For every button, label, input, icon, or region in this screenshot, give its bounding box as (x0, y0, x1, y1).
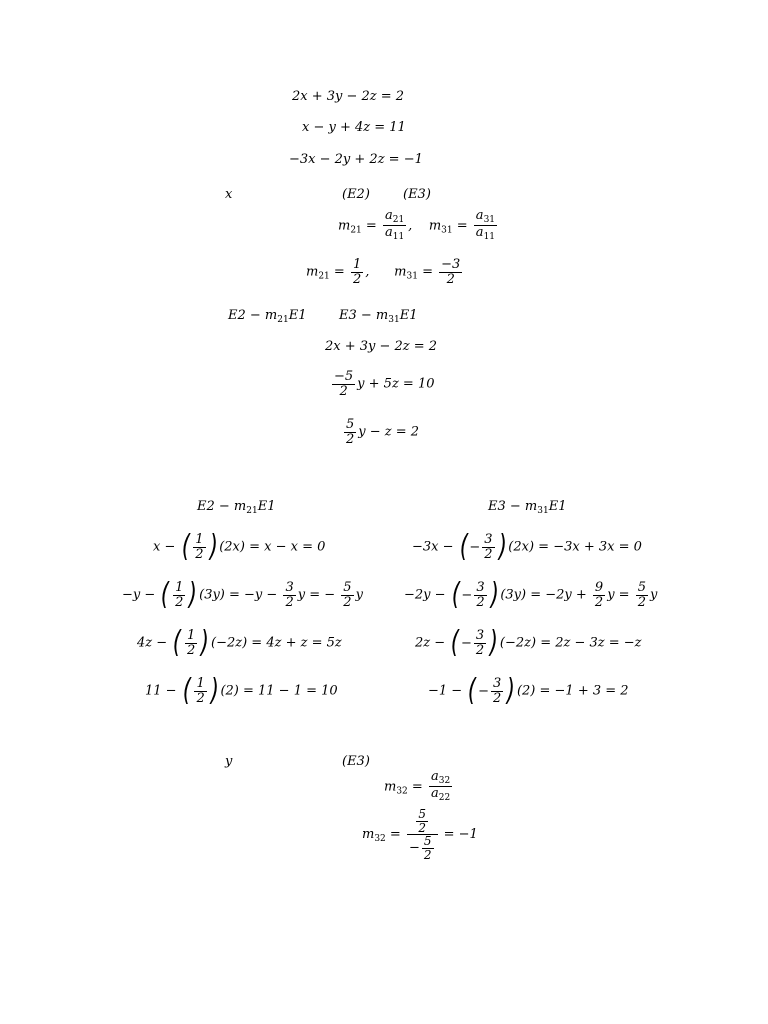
system1-eq2: x − y + 4z = 11 (302, 120, 406, 135)
system2-eq3: $\frac{5}{2}$ y − z = 2 (346, 417, 420, 447)
step2-var: y (225, 754, 233, 769)
row-op-1: $E2 - m_{21}E1$ (228, 308, 307, 325)
right-line-4: −1 − ( − $\frac{3}{2}$ ) (2) = −1 + 3 = 2 (428, 673, 629, 708)
details-left-header: $E2 - m_{21}E1$ (197, 499, 276, 516)
left-line-2: −y − ( $\frac{1}{2}$ ) (3y) = −y − $\frac{3}{2}$ y = − $\frac{5}{2}$ y (122, 577, 363, 612)
m32-value: $m_{32}$ = $\frac{5}{2}$ − $\frac{5}{2}$ = −1 (362, 807, 478, 862)
multiplier-formula: $m_{21}$ = $\frac{a_{21}}{a_{11}}$ , $m_{31}$ = $\frac{a_{31}}{a_{11}}$ (338, 208, 496, 243)
system2-eq1: 2x + 3y − 2z = 2 (325, 339, 438, 354)
system1-eq3: −3x − 2y + 2z = −1 (289, 152, 423, 167)
system2-eq2: $\frac{-5}{2}$ y + 5z = 10 (334, 369, 435, 399)
row-op-2: $E3 - m_{31}E1$ (339, 308, 418, 325)
right-line-2: −2y − ( − $\frac{3}{2}$ ) (3y) = −2y + $\frac{9}{2}$ y = $\frac{5}{2}$ y (404, 577, 658, 612)
step2-e3: (E3) (342, 754, 370, 769)
right-line-3: 2z − ( − $\frac{3}{2}$ ) (−2z) = 2z − 3z = −z (415, 625, 642, 660)
details-right-header: $E3 - m_{31}E1$ (488, 499, 567, 516)
multiplier-values: $m_{21}$ = $\frac{1}{2}$ , $m_{31}$ = $\frac{-3}{2}$ (306, 257, 461, 287)
m32-formula: $m_{32}$ = $\frac{a_{32}}{a_{22}}$ (384, 769, 451, 804)
step1-e2: (E2) (342, 187, 370, 202)
step1-var: x (225, 187, 233, 202)
step1-e3: (E3) (403, 187, 431, 202)
left-line-3: 4z − ( $\frac{1}{2}$ ) (−2z) = 4z + z = 5z (137, 625, 342, 660)
right-line-1: −3x − ( − $\frac{3}{2}$ ) (2x) = −3x + 3x = 0 (412, 529, 642, 564)
left-line-4: 11 − ( $\frac{1}{2}$ ) (2) = 11 − 1 = 10 (145, 673, 338, 708)
system1-eq1: 2x + 3y − 2z = 2 (292, 89, 405, 104)
left-line-1: x − ( $\frac{1}{2}$ ) (2x) = x − x = 0 (153, 529, 326, 564)
